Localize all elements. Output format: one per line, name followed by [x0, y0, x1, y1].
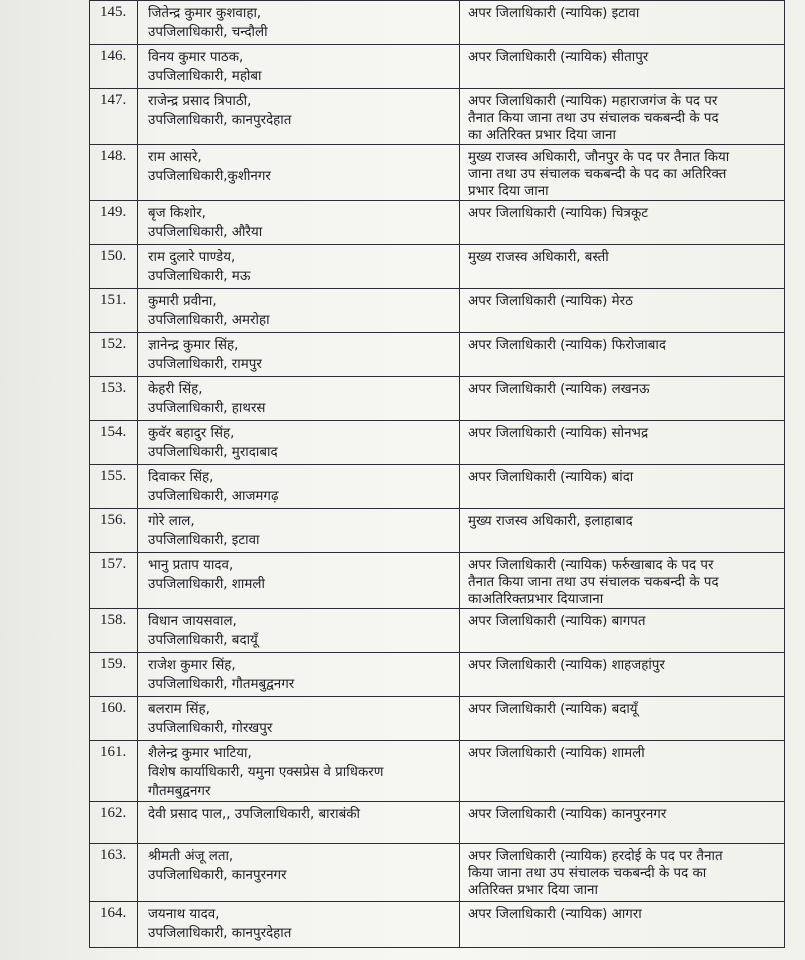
officer-name-line: बलराम सिंह, [148, 702, 210, 717]
new-posting-line: तैनात किया जाना तथा उप संचालक चकबन्दी के पद [468, 111, 719, 126]
officer-name-cell [138, 289, 460, 333]
officer-name-line: उपजिलाधिकारी, कानपुरदेहात [148, 926, 292, 941]
officer-name-cell [138, 609, 460, 653]
table-body [90, 1, 785, 948]
serial-number-cell: 161. [90, 741, 138, 802]
officer-name-line: केहरी सिंह, [148, 382, 203, 397]
serial-number-cell: 149. [90, 201, 138, 245]
officer-name-cell [138, 377, 460, 421]
new-posting-cell [460, 145, 785, 201]
officer-name-line: राम दुलारे पाण्डेय, [148, 250, 236, 265]
new-posting-line: अपर जिलाधिकारी (न्यायिक) मेरठ [468, 294, 633, 309]
serial-number-cell: 157. [90, 553, 138, 609]
officer-name-cell [138, 902, 460, 948]
new-posting-line: किया जाना तथा उप संचालक चकबन्दी के पद का [468, 866, 707, 881]
officer-name-line: गौतमबुद्वनगर [148, 784, 211, 799]
serial-number-cell: 163. [90, 844, 138, 902]
table-row [90, 697, 785, 741]
table-row [90, 509, 785, 553]
new-posting-line: अपर जिलाधिकारी (न्यायिक) बदायूँ [468, 702, 638, 717]
new-posting-line: अपर जिलाधिकारी (न्यायिक) सोनभद्र [468, 426, 649, 441]
officer-name-cell [138, 45, 460, 89]
new-posting-cell [460, 333, 785, 377]
new-posting-cell [460, 609, 785, 653]
table-row [90, 553, 785, 609]
table-row [90, 802, 785, 844]
officer-name-cell [138, 697, 460, 741]
serial-number-cell: 159. [90, 653, 138, 697]
table-row [90, 902, 785, 948]
new-posting-cell [460, 377, 785, 421]
new-posting-line: अपर जिलाधिकारी (न्यायिक) बांदा [468, 470, 634, 485]
new-posting-line: तैनात किया जाना तथा उप संचालक चकबन्दी के पद [468, 575, 719, 590]
table-row [90, 145, 785, 201]
serial-number-cell: 150. [90, 245, 138, 289]
new-posting-cell [460, 245, 785, 289]
officer-name-line: उपजिलाधिकारी,कुशीनगर [148, 169, 271, 184]
officer-name-line: उपजिलाधिकारी, बदायूँ [148, 633, 258, 648]
new-posting-cell [460, 289, 785, 333]
serial-number-cell: 160. [90, 697, 138, 741]
officer-name-line: विधान जायसवाल, [148, 614, 237, 629]
table-row [90, 377, 785, 421]
table-row [90, 421, 785, 465]
table-row [90, 1, 785, 45]
officer-name-line: राम आसरे, [148, 150, 202, 165]
officer-name-cell [138, 741, 460, 802]
officer-name-line: राजेन्द्र प्रसाद त्रिपाठी, [148, 94, 252, 109]
officer-name-line: दिवाकर सिंह, [148, 470, 214, 485]
officer-name-line: उपजिलाधिकारी, शामली [148, 577, 265, 592]
new-posting-line: काअतिरिक्तप्रभार दियाजाना [468, 592, 604, 607]
new-posting-cell [460, 902, 785, 948]
officer-name-line: उपजिलाधिकारी, गोरखपुर [148, 721, 273, 736]
officer-name-line: उपजिलाधिकारी, औरैया [148, 225, 263, 240]
officer-name-line: उपजिलाधिकारी, महोबा [148, 69, 262, 84]
new-posting-line: मुख्य राजस्व अधिकारी, बस्ती [468, 250, 609, 265]
officer-name-line: उपजिलाधिकारी, हाथरस [148, 401, 266, 416]
new-posting-line: जाना तथा उप संचालक चकबन्दी के पद का अतिरिक्त [468, 167, 727, 182]
serial-number-cell: 151. [90, 289, 138, 333]
officer-name-line: उपजिलाधिकारी, चन्दौली [148, 25, 268, 40]
officer-name-cell [138, 653, 460, 697]
officer-name-line: गोरे लाल, [148, 514, 195, 529]
new-posting-line: अपर जिलाधिकारी (न्यायिक) बागपत [468, 614, 646, 629]
officer-name-line: विनय कुमार पाठक, [148, 50, 244, 65]
officer-name-line: उपजिलाधिकारी, रामपुर [148, 357, 262, 372]
new-posting-cell [460, 201, 785, 245]
officer-name-line: उपजिलाधिकारी, अमरोहा [148, 313, 270, 328]
new-posting-line: अपर जिलाधिकारी (न्यायिक) फिरोजाबाद [468, 338, 666, 353]
officer-name-line: कुमारी प्रवीना, [148, 294, 217, 309]
serial-number-cell: 158. [90, 609, 138, 653]
serial-number-cell: 152. [90, 333, 138, 377]
new-posting-line: अपर जिलाधिकारी (न्यायिक) सीतापुर [468, 50, 649, 65]
new-posting-cell [460, 421, 785, 465]
officer-name-cell [138, 421, 460, 465]
officer-name-line: बृज किशोर, [148, 206, 206, 221]
new-posting-cell [460, 1, 785, 45]
serial-number-cell: 155. [90, 465, 138, 509]
officer-name-line: जितेन्द्र कुमार कुशवाहा, [148, 6, 262, 21]
serial-number-cell: 154. [90, 421, 138, 465]
officer-name-line: उपजिलाधिकारी, आजमगढ़ [148, 489, 279, 504]
officer-name-cell [138, 89, 460, 145]
officer-name-cell [138, 802, 460, 844]
officer-name-cell [138, 145, 460, 201]
table-row [90, 741, 785, 802]
officer-name-cell [138, 509, 460, 553]
new-posting-cell [460, 509, 785, 553]
serial-number-cell: 164. [90, 902, 138, 948]
new-posting-cell [460, 45, 785, 89]
new-posting-cell [460, 844, 785, 902]
officer-name-line: उपजिलाधिकारी, गौतमबुद्वनगर [148, 677, 295, 692]
officer-name-line: देवी प्रसाद पाल,, उपजिलाधिकारी, बाराबंकी [148, 807, 360, 822]
serial-number-cell: 153. [90, 377, 138, 421]
new-posting-cell [460, 697, 785, 741]
new-posting-line: मुख्य राजस्व अधिकारी, इलाहाबाद [468, 514, 633, 529]
serial-number-cell: 156. [90, 509, 138, 553]
officer-name-line: उपजिलाधिकारी, इटावा [148, 533, 260, 548]
table-row [90, 245, 785, 289]
new-posting-line: अतिरिक्त प्रभार दिया जाना [468, 883, 598, 898]
officer-name-line: ज्ञानेन्द्र कुमार सिंह, [148, 338, 239, 353]
new-posting-line: अपर जिलाधिकारी (न्यायिक) महाराजगंज के पद पर [468, 94, 718, 109]
new-posting-line: अपर जिलाधिकारी (न्यायिक) शामली [468, 746, 645, 761]
officer-name-cell [138, 844, 460, 902]
officer-name-line: उपजिलाधिकारी, मऊ [148, 269, 251, 284]
officer-name-cell [138, 201, 460, 245]
new-posting-line: अपर जिलाधिकारी (न्यायिक) आगरा [468, 907, 642, 922]
officer-name-line: भानु प्रताप यादव, [148, 558, 234, 573]
new-posting-line: अपर जिलाधिकारी (न्यायिक) कानपुरनगर [468, 807, 667, 822]
new-posting-line: प्रभार दिया जाना [468, 184, 549, 199]
table-row [90, 653, 785, 697]
officer-name-line: जयनाथ यादव, [148, 907, 220, 922]
officer-name-cell [138, 465, 460, 509]
officer-transfer-table [89, 0, 785, 948]
officer-name-line: उपजिलाधिकारी, मुरादाबाद [148, 445, 278, 460]
serial-number-cell: 147. [90, 89, 138, 145]
table-row [90, 201, 785, 245]
officer-name-line: श्रीमती अंजू लता, [148, 849, 234, 864]
serial-number-cell: 148. [90, 145, 138, 201]
new-posting-cell [460, 465, 785, 509]
officer-name-line: राजेश कुमार सिंह, [148, 658, 236, 673]
new-posting-line: अपर जिलाधिकारी (न्यायिक) फर्रुखाबाद के पद पर [468, 558, 714, 573]
new-posting-line: अपर जिलाधिकारी (न्यायिक) इटावा [468, 6, 640, 21]
new-posting-cell [460, 553, 785, 609]
table-row [90, 89, 785, 145]
new-posting-line: का अतिरिक्त प्रभार दिया जाना [468, 128, 616, 143]
new-posting-line: अपर जिलाधिकारी (न्यायिक) चित्रकूट [468, 206, 648, 221]
new-posting-cell [460, 89, 785, 145]
table-row [90, 333, 785, 377]
table-row [90, 609, 785, 653]
new-posting-line: अपर जिलाधिकारी (न्यायिक) हरदोई के पद पर तैनात [468, 849, 723, 864]
serial-number-cell: 145. [90, 1, 138, 45]
table-row [90, 45, 785, 89]
new-posting-cell [460, 653, 785, 697]
table-row [90, 844, 785, 902]
officer-name-line: उपजिलाधिकारी, कानपुरदेहात [148, 113, 292, 128]
new-posting-line: मुख्य राजस्व अधिकारी, जौनपुर के पद पर तैनात किया [468, 150, 730, 165]
serial-number-cell: 162. [90, 802, 138, 844]
officer-name-line: उपजिलाधिकारी, कानपुरनगर [148, 868, 287, 883]
new-posting-line: अपर जिलाधिकारी (न्यायिक) लखनऊ [468, 382, 650, 397]
officer-name-cell [138, 245, 460, 289]
new-posting-cell [460, 802, 785, 844]
officer-name-cell [138, 553, 460, 609]
table-row [90, 289, 785, 333]
officer-name-line: कुवॅर बहादुर सिंह, [148, 426, 235, 441]
new-posting-line: अपर जिलाधिकारी (न्यायिक) शाहजहांपुर [468, 658, 665, 673]
serial-number-cell: 146. [90, 45, 138, 89]
officer-name-line: विशेष कार्याधिकारी, यमुना एक्सप्रेस वे प्राधिकरण [148, 765, 384, 780]
new-posting-cell [460, 741, 785, 802]
table-row [90, 465, 785, 509]
officer-name-cell [138, 1, 460, 45]
officer-name-line: शैलेन्द्र कुमार भाटिया, [148, 746, 252, 761]
officer-name-cell [138, 333, 460, 377]
